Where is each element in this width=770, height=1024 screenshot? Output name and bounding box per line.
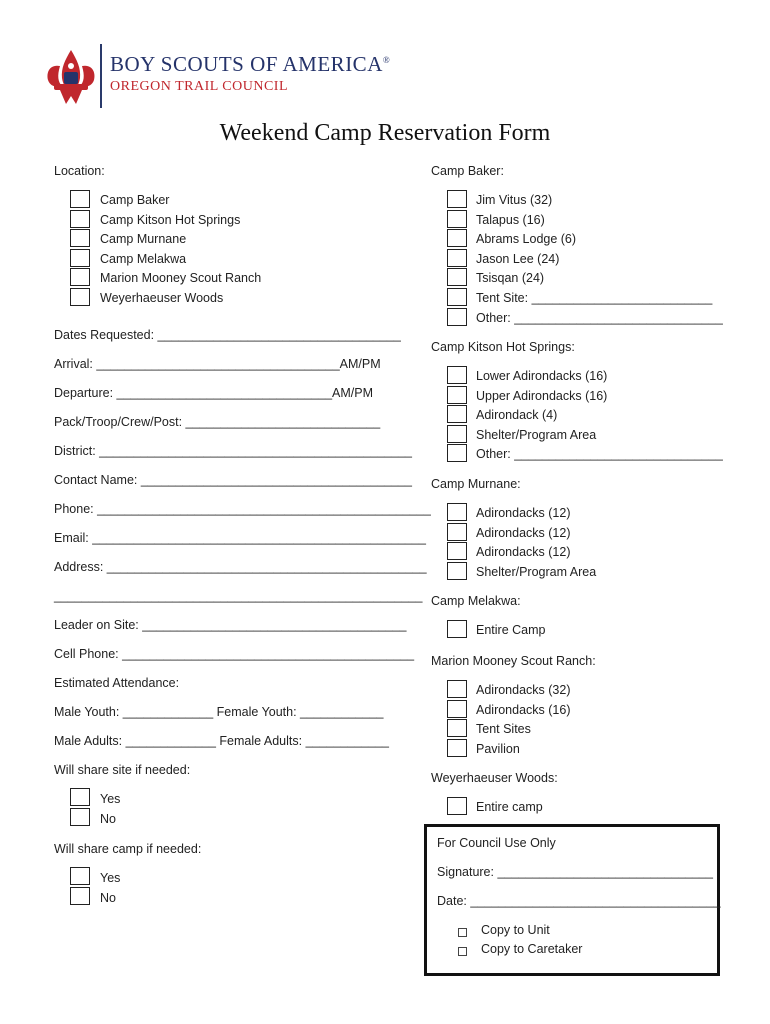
option-label: Entire Camp	[476, 623, 546, 637]
option-checkbox[interactable]	[447, 288, 467, 306]
copy-to-unit-label: Copy to Unit	[481, 923, 550, 937]
share-camp-option-checkbox[interactable]	[70, 887, 90, 905]
option-label: Tent Site: __________________________	[476, 291, 713, 305]
form-field[interactable]: District: _____________________________________________	[54, 444, 412, 458]
location-checkbox[interactable]	[70, 268, 90, 286]
share-camp-option-label: Yes	[100, 871, 121, 885]
council-name: OREGON TRAIL COUNCIL	[110, 79, 288, 94]
copy-to-caretaker-label: Copy to Caretaker	[481, 942, 583, 956]
council-use-box	[424, 824, 720, 976]
form-field[interactable]: Pack/Troop/Crew/Post: ____________________________	[54, 415, 381, 429]
location-checkbox[interactable]	[70, 190, 90, 208]
option-label: Shelter/Program Area	[476, 564, 597, 579]
option-label: Upper Adirondacks (16)	[476, 388, 608, 403]
location-option-label: Marion Mooney Scout Ranch	[100, 271, 262, 286]
share-site-option-label: No	[100, 812, 116, 826]
option-label: Entire camp	[476, 800, 543, 814]
option-label: Talapus (16)	[476, 212, 545, 227]
option-checkbox[interactable]	[447, 739, 467, 757]
option-label: Adirondacks (12)	[476, 506, 571, 520]
location-option-label: Camp Baker	[100, 193, 170, 207]
section-heading: Marion Mooney Scout Ranch:	[431, 654, 596, 668]
option-checkbox[interactable]	[447, 366, 467, 384]
option-label: Adirondack (4)	[476, 408, 558, 423]
option-checkbox[interactable]	[447, 542, 467, 560]
option-checkbox[interactable]	[447, 425, 467, 443]
council-title: For Council Use Only	[437, 836, 556, 850]
option-checkbox[interactable]	[447, 268, 467, 286]
location-checkbox[interactable]	[70, 288, 90, 306]
location-checkbox[interactable]	[70, 229, 90, 247]
copy-to-caretaker-checkbox[interactable]	[458, 947, 467, 956]
option-label: Adirondacks (12)	[476, 525, 571, 540]
section-heading: Weyerhaeuser Woods:	[431, 771, 558, 785]
option-checkbox[interactable]	[447, 562, 467, 580]
option-checkbox[interactable]	[447, 308, 467, 326]
location-option-label: Camp Murnane	[100, 232, 187, 247]
form-field[interactable]: Address: ______________________________________________	[54, 560, 427, 574]
copy-to-unit-checkbox[interactable]	[458, 928, 467, 937]
share-camp-option-label: No	[100, 891, 116, 905]
form-field[interactable]: Phone: ________________________________________________	[54, 502, 431, 516]
form-field[interactable]: Email: ________________________________________________	[54, 531, 426, 545]
form-field[interactable]: _____________________________________________________	[54, 589, 423, 603]
fleur-de-lis-icon	[44, 48, 98, 108]
location-option-label: Camp Kitson Hot Springs	[100, 212, 241, 227]
form-field[interactable]: Leader on Site: ______________________________________	[54, 618, 407, 632]
option-checkbox[interactable]	[447, 249, 467, 267]
option-checkbox[interactable]	[447, 190, 467, 208]
option-checkbox[interactable]	[447, 620, 467, 638]
form-field: Will share site if needed:	[54, 763, 191, 777]
share-site-option-label: Yes	[100, 792, 121, 806]
form-title: Weekend Camp Reservation Form	[219, 120, 551, 146]
section-heading: Camp Melakwa:	[431, 594, 521, 608]
location-checkbox[interactable]	[70, 249, 90, 267]
option-label: Jim Vitus (32)	[476, 193, 553, 207]
location-checkbox[interactable]	[70, 210, 90, 228]
option-label: Shelter/Program Area	[476, 427, 597, 442]
form-field: Estimated Attendance:	[54, 676, 180, 690]
option-label: Adirondacks (32)	[476, 683, 571, 697]
form-field[interactable]: Dates Requested: ___________________________________	[54, 328, 401, 342]
option-checkbox[interactable]	[447, 229, 467, 247]
form-field[interactable]: Departure: _______________________________AM/PM	[54, 386, 374, 400]
share-site-option-checkbox[interactable]	[70, 808, 90, 826]
option-checkbox[interactable]	[447, 503, 467, 521]
form-field[interactable]: Male Adults: _____________ Female Adults: ____________	[54, 734, 389, 748]
section-heading: Camp Murnane:	[431, 477, 521, 491]
share-site-option-checkbox[interactable]	[70, 788, 90, 806]
form-field[interactable]: Contact Name: _______________________________________	[54, 473, 412, 487]
signature-field[interactable]: Signature: _______________________________	[437, 865, 713, 879]
option-label: Abrams Lodge (6)	[476, 232, 577, 247]
section-heading: Camp Baker:	[431, 164, 504, 178]
option-checkbox[interactable]	[447, 797, 467, 815]
date-field[interactable]: Date: ____________________________________	[437, 894, 721, 908]
location-option-label: Camp Melakwa	[100, 251, 187, 266]
option-checkbox[interactable]	[447, 700, 467, 718]
option-label: Tsisqan (24)	[476, 271, 545, 286]
option-label: Adirondacks (12)	[476, 545, 571, 560]
option-label: Adirondacks (16)	[476, 702, 571, 717]
option-checkbox[interactable]	[447, 719, 467, 737]
option-checkbox[interactable]	[447, 444, 467, 462]
option-label: Tent Sites	[476, 722, 531, 737]
option-checkbox[interactable]	[447, 680, 467, 698]
option-checkbox[interactable]	[447, 523, 467, 541]
option-label: Other: ______________________________	[476, 310, 723, 325]
option-label: Jason Lee (24)	[476, 251, 560, 266]
option-label: Other: ______________________________	[476, 447, 723, 462]
location-label: Location:	[54, 164, 105, 178]
org-name: BOY SCOUTS OF AMERICA®	[110, 52, 391, 76]
option-label: Pavilion	[476, 741, 520, 756]
form-field[interactable]: Arrival: ___________________________________AM/PM	[54, 357, 381, 371]
option-checkbox[interactable]	[447, 386, 467, 404]
logo-divider	[100, 44, 102, 108]
section-heading: Camp Kitson Hot Springs:	[431, 340, 575, 354]
share-camp-label: Will share camp if needed:	[54, 842, 202, 856]
share-camp-option-checkbox[interactable]	[70, 867, 90, 885]
option-checkbox[interactable]	[447, 210, 467, 228]
form-field[interactable]: Cell Phone: __________________________________________	[54, 647, 415, 661]
option-label: Lower Adirondacks (16)	[476, 369, 608, 383]
location-option-label: Weyerhaeuser Woods	[100, 291, 224, 305]
form-field[interactable]: Male Youth: _____________ Female Youth: ____________	[54, 705, 384, 719]
option-checkbox[interactable]	[447, 405, 467, 423]
